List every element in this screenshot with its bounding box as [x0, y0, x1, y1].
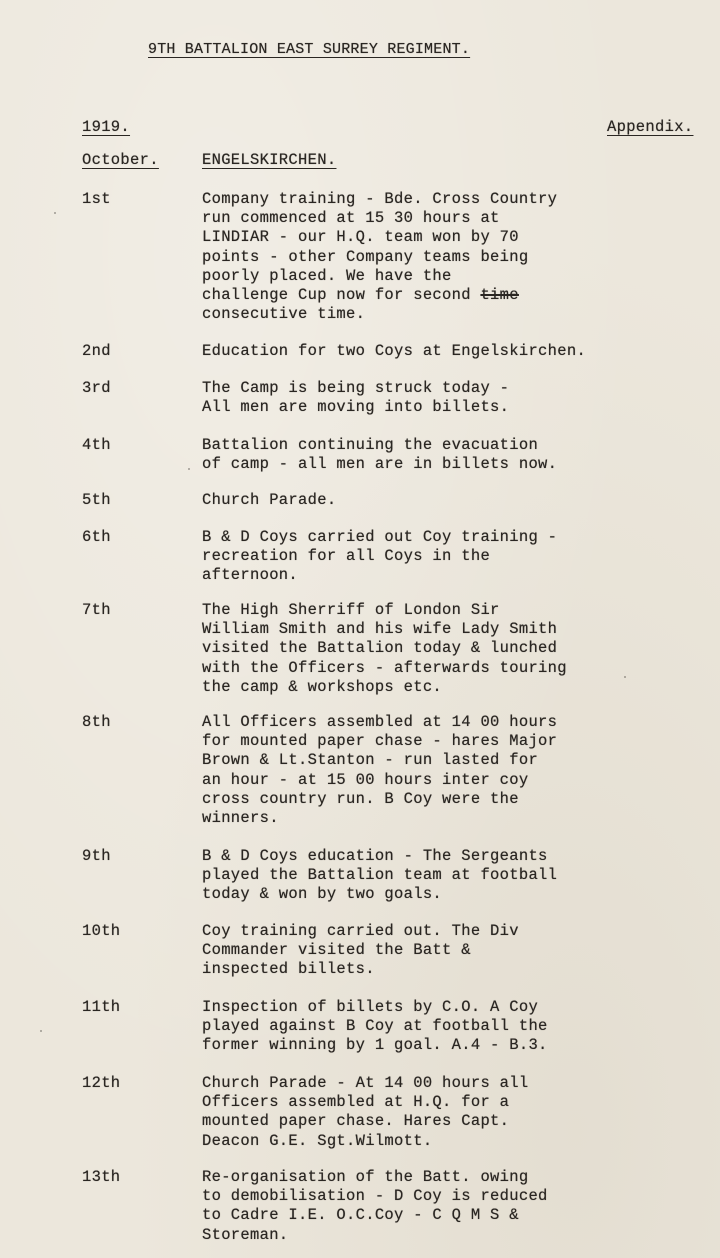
entry-line: an hour - at 15 00 hours inter coy: [202, 770, 529, 789]
entry-line: LINDIAR - our H.Q. team won by 70: [202, 228, 519, 247]
entry-date: 1st: [82, 190, 111, 208]
year-heading: 1919.: [82, 118, 131, 136]
entry-date: 3rd: [82, 379, 111, 397]
entry-line: Inspection of billets by C.O. A Coy: [202, 998, 539, 1016]
entry-line: Company training - Bde. Cross Country: [202, 190, 558, 208]
entry-date: 10th: [82, 922, 121, 940]
entry-line: with the Officers - afterwards touring: [202, 658, 567, 677]
entry-line: of camp - all men are in billets now.: [202, 455, 558, 474]
entry-line: inspected billets.: [202, 960, 375, 979]
entry-line: B & D Coys carried out Coy training -: [202, 528, 558, 546]
page-title: 9TH BATTALION EAST SURREY REGIMENT.: [148, 41, 471, 58]
entry-line: Church Parade - At 14 00 hours all: [202, 1074, 529, 1092]
entry-line: for mounted paper chase - hares Major: [202, 732, 558, 751]
entry-line: visited the Battalion today & lunched: [202, 639, 558, 658]
entry-text: [202, 998, 672, 1056]
entry-text: [202, 1168, 672, 1245]
struck-word: time: [480, 286, 519, 305]
entry-line: poorly placed. We have the: [202, 266, 452, 285]
entry-line: Church Parade.: [202, 491, 337, 509]
entry-text: [202, 491, 672, 510]
entry-date: 13th: [82, 1168, 121, 1186]
entry-date: 4th: [82, 436, 111, 454]
entry-text: [202, 1074, 672, 1151]
entry-line: The Camp is being struck today -: [202, 379, 510, 397]
entry-text: [202, 436, 672, 474]
entry-date: 8th: [82, 713, 111, 731]
paper-speck: [188, 468, 190, 470]
entry-text: [202, 342, 672, 361]
entry-date: 9th: [82, 847, 111, 865]
entry-text: [202, 601, 672, 697]
entry-line: winners.: [202, 809, 279, 828]
entry-line: former winning by 1 goal. A.4 - B.3.: [202, 1036, 548, 1055]
entry-line: the camp & workshops etc.: [202, 677, 443, 696]
entry-text: [202, 713, 672, 828]
entry-date: 7th: [82, 601, 111, 619]
entry-line: Battalion continuing the evacuation: [202, 436, 539, 454]
entry-line: Brown & Lt.Stanton - run lasted for: [202, 751, 539, 770]
place-heading: ENGELSKIRCHEN.: [202, 151, 337, 169]
entry-line: played against B Coy at football the: [202, 1017, 548, 1036]
paper-speck: [624, 676, 626, 678]
entry-line: Coy training carried out. The Div: [202, 922, 519, 940]
paper-speck: [54, 212, 56, 214]
entry-date: 5th: [82, 491, 111, 509]
entry-line: Storeman.: [202, 1225, 289, 1244]
entry-line: played the Battalion team at football: [202, 866, 558, 885]
entry-line: to Cadre I.E. O.C.Coy - C Q M S &: [202, 1206, 519, 1225]
entry-line: The High Sherriff of London Sir: [202, 601, 500, 619]
entry-line: cross country run. B Coy were the: [202, 789, 519, 808]
entry-line: All men are moving into billets.: [202, 398, 510, 417]
entry-line: to demobilisation - D Coy is reduced: [202, 1187, 548, 1206]
entry-line: All Officers assembled at 14 00 hours: [202, 713, 558, 731]
appendix-label: Appendix.: [607, 118, 694, 136]
entry-line: mounted paper chase. Hares Capt.: [202, 1112, 510, 1131]
entry-line: B & D Coys education - The Sergeants: [202, 847, 548, 865]
entry-text: [202, 528, 672, 586]
entry-text: [202, 847, 672, 905]
entry-line: Commander visited the Batt &: [202, 941, 471, 960]
entry-line: today & won by two goals.: [202, 885, 443, 904]
entry-line: Officers assembled at H.Q. for a: [202, 1093, 510, 1112]
entry-line: points - other Company teams being: [202, 247, 529, 266]
entry-line: afternoon.: [202, 566, 299, 585]
paper-speck: [40, 1030, 42, 1032]
entry-line: Education for two Coys at Engelskirchen.: [202, 342, 587, 360]
entry-text: [202, 190, 672, 324]
entry-line: recreation for all Coys in the: [202, 547, 491, 566]
entry-line: Re-organisation of the Batt. owing: [202, 1168, 529, 1186]
entry-line: [202, 286, 672, 305]
entry-text: [202, 922, 672, 980]
entry-text: [202, 379, 672, 417]
entry-line: Deacon G.E. Sgt.Wilmott.: [202, 1131, 433, 1150]
entry-line: William Smith and his wife Lady Smith: [202, 620, 558, 639]
entry-line: run commenced at 15 30 hours at: [202, 209, 500, 228]
entry-date: 6th: [82, 528, 111, 546]
entry-line: consecutive time.: [202, 305, 366, 324]
entry-date: 11th: [82, 998, 121, 1016]
entry-line-text: challenge Cup now for second: [202, 286, 481, 305]
month-heading: October.: [82, 151, 159, 169]
entry-date: 2nd: [82, 342, 111, 360]
entry-date: 12th: [82, 1074, 121, 1092]
